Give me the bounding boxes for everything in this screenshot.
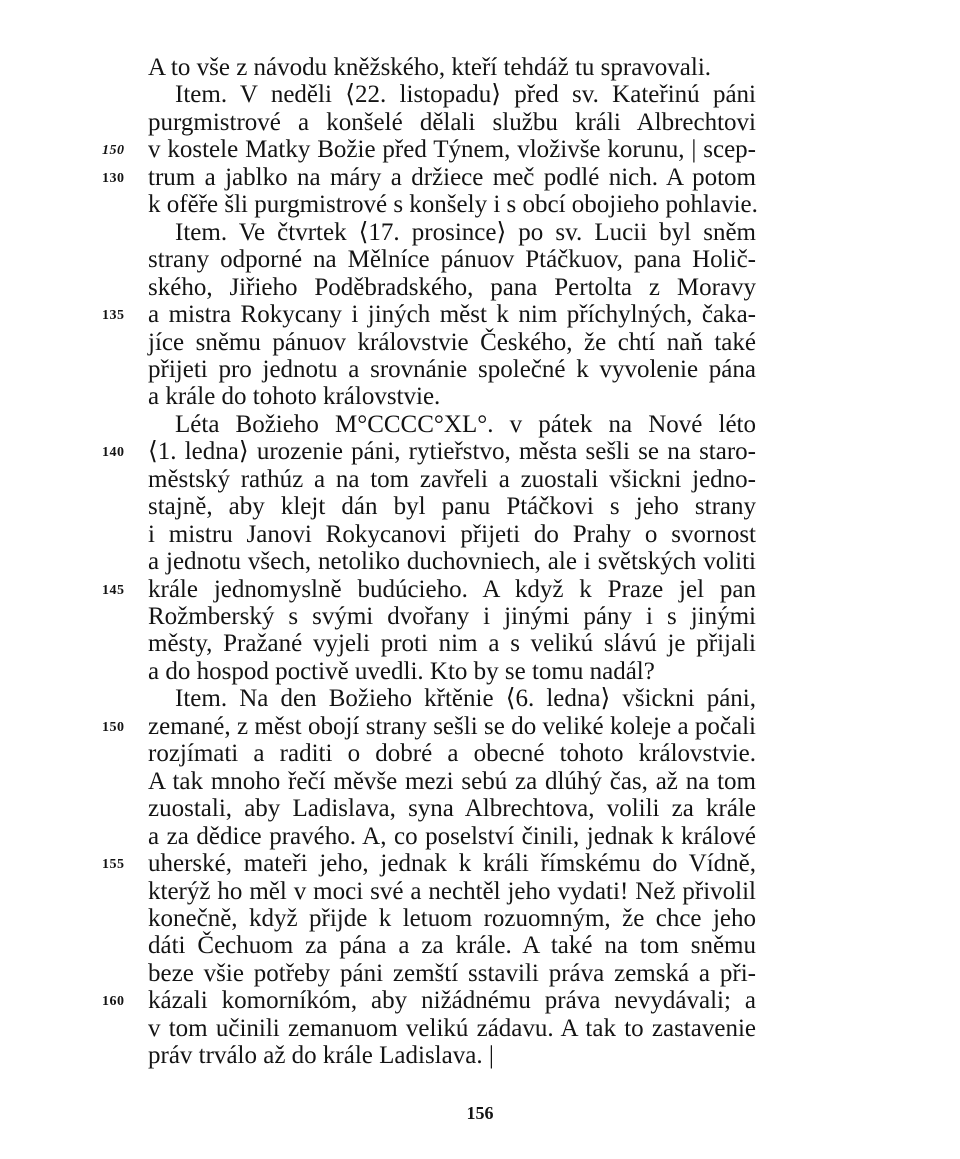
text-line: Item. Na den Božieho křtěnie ⟨6. ledna⟩ všickni páni, xyxy=(175,685,756,713)
text-line: ⟨1. ledna⟩ urozenie páni, rytieřstvo, města sešli se na staro- xyxy=(148,438,756,466)
text-line: a do hospod poctivě uvedli. Kto by se tomu nadál? xyxy=(148,657,655,685)
text-line: městy, Pražané vyjeli proti nim a s velikú slávú je přijali xyxy=(148,630,756,658)
text-line: krále jednomyslně budúcieho. A když k Praze jel pan xyxy=(148,575,756,603)
text-line: zemané, z měst obojí strany sešli se do veliké koleje a počali xyxy=(148,712,756,740)
line-number: 155 xyxy=(102,857,125,873)
text-line: a jednotu všech, netoliko duchovniech, ale i světských voliti xyxy=(148,548,756,576)
text-line: dáti Čechuom za pána a za krále. A také na tom sněmu xyxy=(148,932,756,960)
text-line: kterýž ho měl v moci své a nechtěl jeho vydati! Než přivolil xyxy=(148,877,756,905)
text-line: a za dědice pravého. A, co poselství činili, jednak k králové xyxy=(148,822,756,850)
text-line: a mistra Rokycany i jiných měst k nim příchylných, čaka- xyxy=(148,301,756,329)
text-line: konečně, když přijde k letuom rozuomným, že chce jeho xyxy=(148,904,756,932)
text-line: beze všie potřeby páni zemští sstavili práva zemská a při- xyxy=(148,959,756,987)
text-line: jíce sněmu pánuov královstvie Českého, že chtí naň také xyxy=(148,328,756,356)
line-number: 140 xyxy=(102,445,125,461)
page-number: 156 xyxy=(466,1103,494,1123)
line-number: 130 xyxy=(102,170,125,186)
text-line: přijeti pro jednotu a srovnánie společné k vyvolenie pána xyxy=(148,355,756,383)
text-line: A to vše z návodu kněžského, kteří tehdáž tu spravovali. xyxy=(148,54,712,81)
text-line: v tom učinili zemanuom velikú zádavu. A tak to zastavenie xyxy=(148,1014,756,1042)
text-line: trum a jablko na máry a držiece meč podlé nich. A potom xyxy=(148,163,756,191)
text-line: kázali komorníkóm, aby nižádnému práva nevydávali; a xyxy=(148,987,756,1015)
text-line: Rožmberský s svými dvořany i jinými pány i s jinými xyxy=(148,603,756,630)
line-number: 145 xyxy=(102,582,125,598)
text-line: k ofěře šli purgmistrové s konšely i s obcí obojieho pohlavie. xyxy=(148,191,758,219)
text-line: rozjímati a raditi o dobré a obecné tohoto královstvie. xyxy=(148,740,756,768)
text-line: Item. V neděli ⟨22. listopadu⟩ před sv. Kateřinú páni xyxy=(175,81,756,109)
line-number: 135 xyxy=(102,308,125,324)
text-line: ského, Jiřieho Poděbradského, pana Pertolta z Moravy xyxy=(148,273,756,301)
text-line: i mistru Janovi Rokycanovi přijeti do Prahy o svornost xyxy=(148,520,756,548)
text-line: práv trválo až do krále Ladislava. | xyxy=(148,1042,494,1070)
text-line: zuostali, aby Ladislava, syna Albrechtova, volili za krále xyxy=(148,795,756,823)
text-line: uherské, mateři jeho, jednak k králi římskému do Vídně, xyxy=(148,850,756,878)
text-line: Léta Božieho M°CCCC°XL°. v pátek na Nové léto xyxy=(175,410,756,438)
text-line: v kostele Matky Božie před Týnem, vloživše korunu, | scep- xyxy=(148,136,756,164)
line-number: 150 xyxy=(102,719,125,735)
text-line: městský rathúz a na tom zavřeli a zuostali všickni jedno- xyxy=(148,465,756,493)
text-line: strany odporné na Mělníce pánuov Ptáčkuov, pana Holič- xyxy=(148,246,756,274)
text-line: A tak mnoho řečí měvše mezi sebú za dlúhý čas, až na tom xyxy=(148,767,756,795)
line-number: 150 xyxy=(102,143,125,159)
line-number: 160 xyxy=(102,994,125,1010)
text-line: Item. Ve čtvrtek ⟨17. prosince⟩ po sv. Lucii byl sněm xyxy=(175,218,756,246)
text-line: purgmistrové a konšelé dělali službu králi Albrechtovi xyxy=(148,108,756,136)
text-line: a krále do tohoto královstvie. xyxy=(148,383,441,411)
text-line: stajně, aby klejt dán byl panu Ptáčkovi s jeho strany xyxy=(148,493,756,521)
